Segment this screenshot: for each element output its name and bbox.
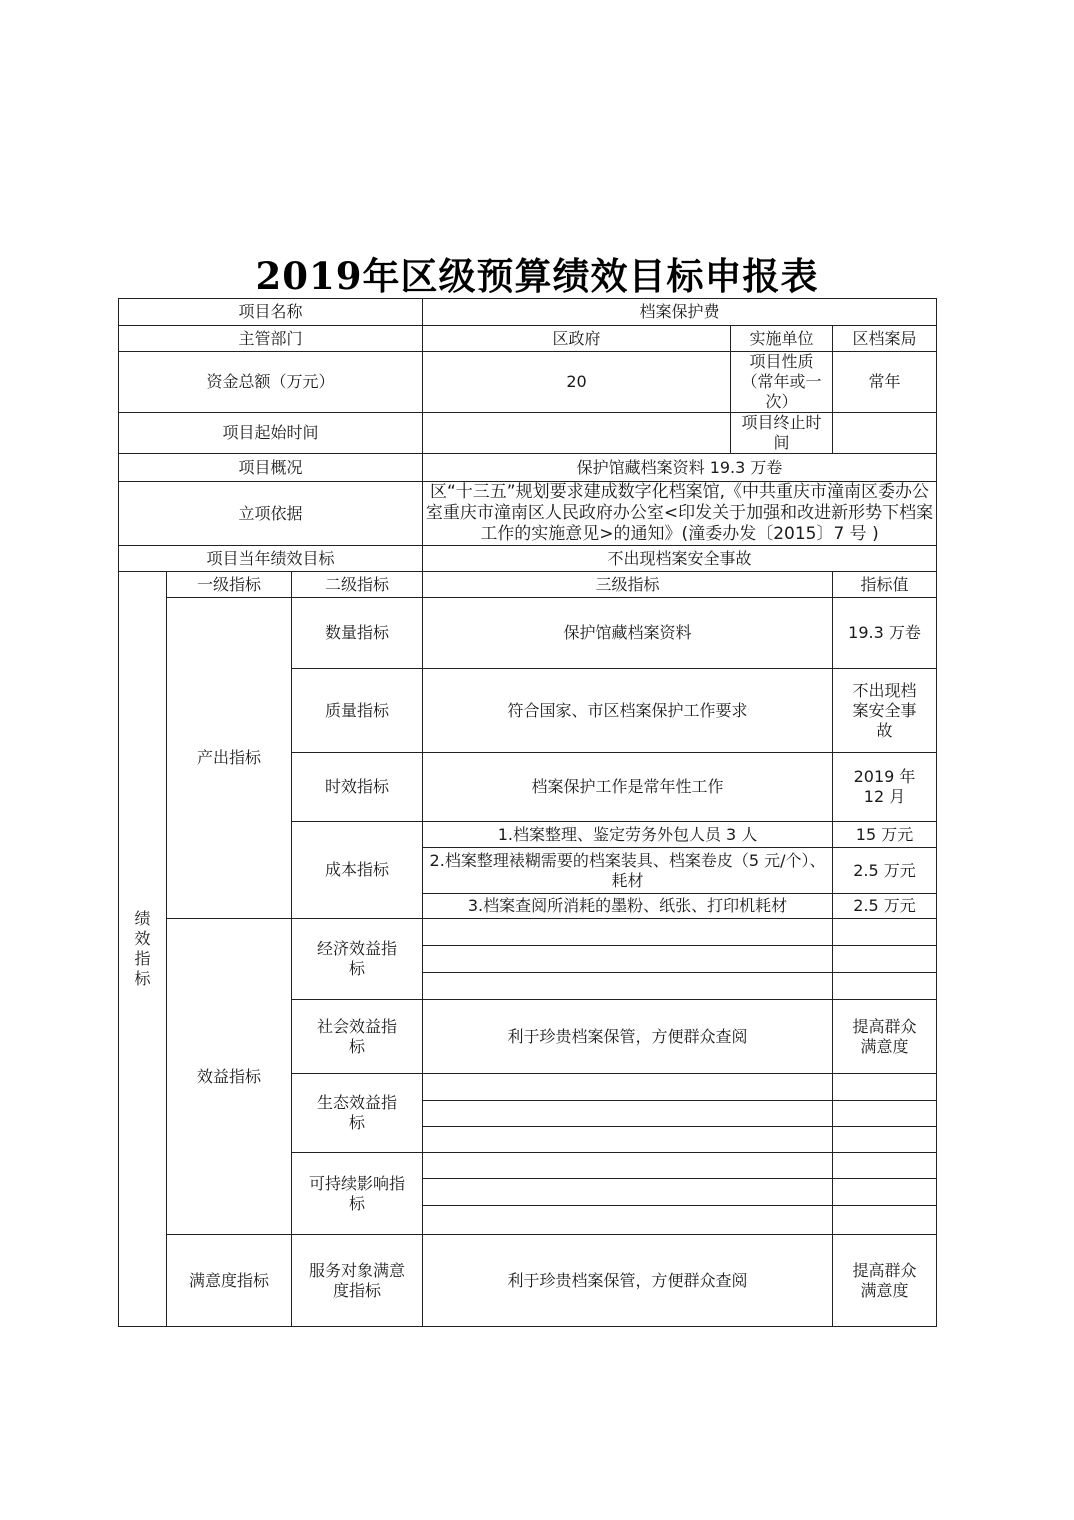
goal-label: 项目当年绩效目标 [119, 546, 423, 572]
header-level1: 一级指标 [167, 572, 292, 598]
social-desc: 利于珍贵档案保管，方便群众查阅 [423, 1000, 833, 1074]
header-level2: 二级指标 [292, 572, 423, 598]
project-name-value: 档案保护费 [423, 299, 937, 326]
row-time [119, 413, 937, 454]
cost-value-3: 2.5 万元 [833, 894, 937, 919]
nature-label: 项目性质（常年或一次） [731, 352, 833, 413]
end-label: 项目终止时间 [731, 413, 833, 454]
service-label: 服务对象满意度指标 [292, 1235, 423, 1327]
table-row [119, 919, 937, 946]
start-value [423, 413, 731, 454]
quality-value: 不出现档案安全事故 [833, 669, 937, 753]
row-funds [119, 352, 937, 413]
impl-label: 实施单位 [731, 326, 833, 352]
sustainable-label: 可持续影响指标 [292, 1153, 423, 1235]
row-basis [119, 482, 937, 546]
goal-value: 不出现档案安全事故 [423, 546, 937, 572]
benefit-label: 效益指标 [167, 919, 292, 1235]
social-label: 社会效益指标 [292, 1000, 423, 1074]
basis-value: 区“十三五”规划要求建成数字化档案馆,《中共重庆市潼南区委办公室重庆市潼南区人民政府办公室<印发关于加强和改进新形势下档案工作的实施意见>的通知》(潼委办发〔2015〕7 号 ) [423, 482, 937, 546]
table-row [119, 598, 937, 669]
satisfaction-label: 满意度指标 [167, 1235, 292, 1327]
budget-performance-form [118, 298, 937, 1327]
cost-value-1: 15 万元 [833, 822, 937, 848]
row-project-name [119, 299, 937, 326]
cost-desc-2: 2.档案整理裱糊需要的档案装具、档案卷皮（5 元/个）、耗材 [423, 848, 833, 894]
dept-label: 主管部门 [119, 326, 423, 352]
service-desc: 利于珍贵档案保管，方便群众查阅 [423, 1235, 833, 1327]
timeliness-label: 时效指标 [292, 753, 423, 822]
dept-value: 区政府 [423, 326, 731, 352]
economic-label: 经济效益指标 [292, 919, 423, 1000]
cost-desc-1: 1.档案整理、鉴定劳务外包人员 3 人 [423, 822, 833, 848]
output-label: 产出指标 [167, 598, 292, 919]
service-value: 提高群众满意度 [833, 1235, 937, 1327]
row-overview [119, 454, 937, 482]
indicator-group-char: 指 [134, 949, 151, 968]
quantity-value: 19.3 万卷 [833, 598, 937, 669]
timeliness-value: 2019 年 12 月 [833, 753, 937, 822]
project-name-label: 项目名称 [119, 299, 423, 326]
indicator-group-char: 效 [134, 929, 151, 948]
indicator-group-label [119, 572, 167, 1327]
row-department [119, 326, 937, 352]
table-row [119, 1235, 937, 1327]
impl-value: 区档案局 [833, 326, 937, 352]
overview-label: 项目概况 [119, 454, 423, 482]
header-level3: 三级指标 [423, 572, 833, 598]
end-value [833, 413, 937, 454]
cost-value-2: 2.5 万元 [833, 848, 937, 894]
indicator-group-char: 绩 [134, 909, 151, 928]
ecological-label: 生态效益指标 [292, 1074, 423, 1153]
social-value: 提高群众满意度 [833, 1000, 937, 1074]
indicator-header-row [119, 572, 937, 598]
quantity-desc: 保护馆藏档案资料 [423, 598, 833, 669]
cost-label: 成本指标 [292, 822, 423, 919]
basis-label: 立项依据 [119, 482, 423, 546]
page-title: 2019年区级预算绩效目标申报表 [255, 254, 819, 298]
header-value: 指标值 [833, 572, 937, 598]
indicator-group-char: 标 [134, 969, 151, 988]
timeliness-desc: 档案保护工作是常年性工作 [423, 753, 833, 822]
indicator-group-text [123, 909, 162, 989]
cost-desc-3: 3.档案查阅所消耗的墨粉、纸张、打印机耗材 [423, 894, 833, 919]
start-label: 项目起始时间 [119, 413, 423, 454]
funds-value: 20 [423, 352, 731, 413]
quality-desc: 符合国家、市区档案保护工作要求 [423, 669, 833, 753]
quantity-label: 数量指标 [292, 598, 423, 669]
nature-value: 常年 [833, 352, 937, 413]
row-goal [119, 546, 937, 572]
funds-label: 资金总额（万元） [119, 352, 423, 413]
quality-label: 质量指标 [292, 669, 423, 753]
overview-value: 保护馆藏档案资料 19.3 万卷 [423, 454, 937, 482]
